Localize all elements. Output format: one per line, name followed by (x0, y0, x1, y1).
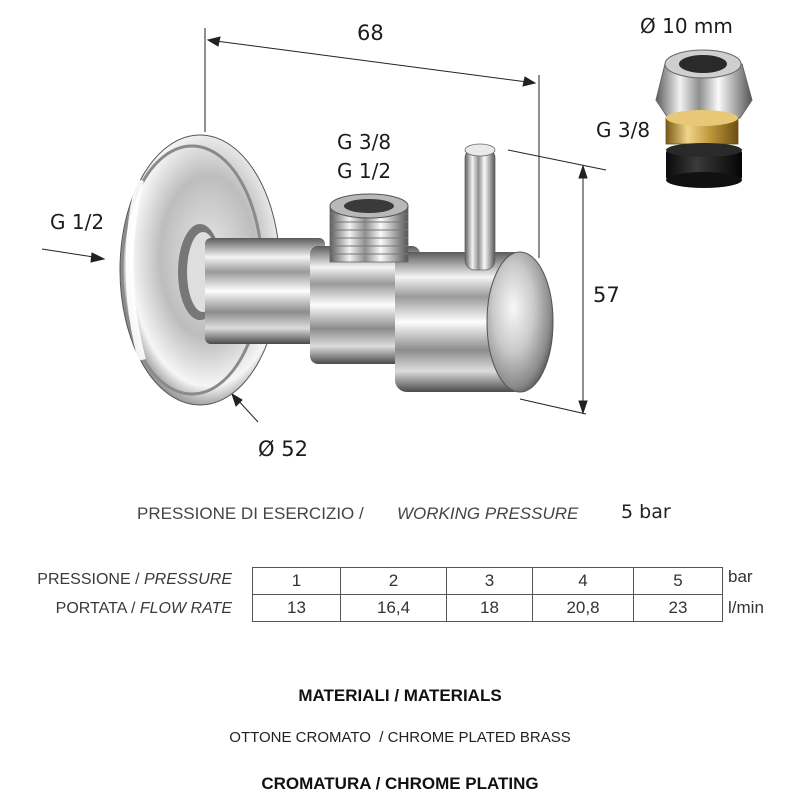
flow-label-it: PORTATA / (55, 600, 136, 617)
flow-cell: 16,4 (341, 595, 447, 622)
flow-unit: l/min (728, 598, 764, 617)
flow-cell: 23 (634, 595, 723, 622)
nut-diameter-label: Ø 10 mm (640, 14, 733, 38)
pressure-cell: 5 (634, 568, 723, 595)
pressure-row (253, 568, 723, 595)
pressure-label-en: PRESSURE (143, 571, 232, 588)
pressure-row-label (37, 571, 232, 589)
inlet-thread-label: G 1/2 (50, 210, 105, 234)
pressure-cell: 1 (253, 568, 341, 595)
pressure-label-it: PRESSIONE / (37, 571, 140, 588)
flow-cell: 20,8 (533, 595, 634, 622)
materials-value: OTTONE CROMATO / CHROME PLATED BRASS (229, 729, 571, 746)
pressure-cell: 3 (447, 568, 533, 595)
flow-cell: 13 (253, 595, 341, 622)
working-pressure-value: 5 bar (621, 501, 671, 523)
width-dimension-label: 68 (357, 21, 384, 45)
flow-row-label (56, 600, 232, 618)
outlet-thread-label-secondary: G 1/2 (337, 159, 392, 183)
working-pressure-label-it: PRESSIONE DI ESERCIZIO / (137, 504, 364, 523)
working-pressure-label-en: WORKING PRESSURE (397, 504, 579, 523)
height-dimension-label: 57 (593, 283, 620, 307)
flange-diameter-label: Ø 52 (258, 437, 308, 461)
flow-cell: 18 (447, 595, 533, 622)
flow-label-en: FLOW RATE (139, 600, 232, 617)
pressure-unit: bar (728, 567, 753, 586)
outlet-threaded-connector (330, 194, 408, 262)
outlet-thread-label-primary: G 3/8 (337, 130, 392, 154)
flow-row (253, 595, 723, 622)
plating-heading: CROMATURA / CHROME PLATING (261, 774, 539, 793)
flow-rate-table (252, 567, 723, 622)
compression-nut-detail (656, 50, 752, 188)
pressure-cell: 4 (533, 568, 634, 595)
pressure-cell: 2 (341, 568, 447, 595)
lever-handle (465, 144, 495, 270)
materials-heading: MATERIALI / MATERIALS (298, 686, 502, 705)
nut-thread-label: G 3/8 (596, 118, 651, 142)
